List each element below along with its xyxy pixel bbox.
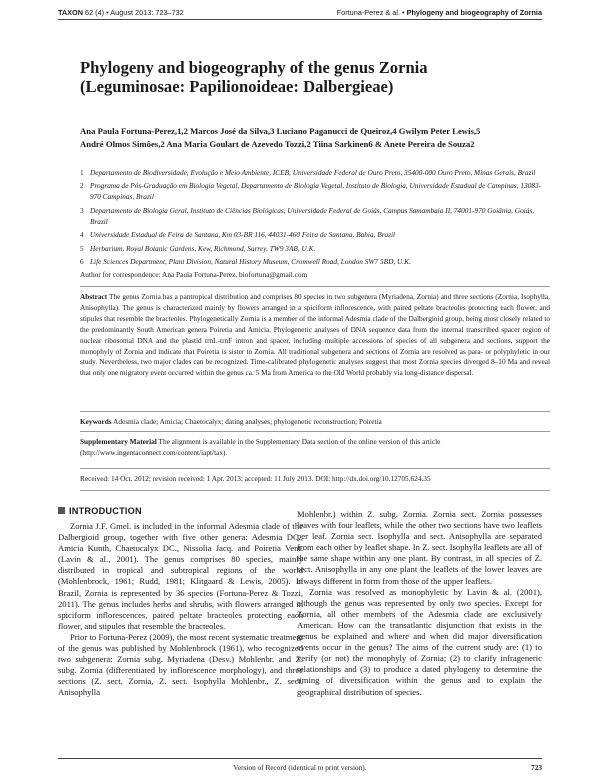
affiliation-number: 6 — [80, 256, 84, 266]
running-head-authors: Fortuna-Perez & al. — [336, 8, 400, 17]
received-rule — [80, 468, 550, 469]
running-head-title: Phylogeny and biogeography of Zornia — [406, 8, 542, 17]
left-column — [58, 521, 303, 699]
abstract — [80, 292, 550, 379]
affiliation-text: Departamento de Biodiversidade, Evolução e Meio Ambiente, ICEB, Universidade Federal de Ouro Preto, 35400-000 Ouro Preto, Minas Gerais, Brazil — [90, 168, 536, 177]
affiliation — [80, 256, 550, 267]
affiliation — [80, 205, 550, 227]
author-list — [80, 125, 550, 151]
suppl-label: Supplementary Material — [80, 437, 157, 446]
affiliation-number: 3 — [80, 205, 84, 215]
version-note: Version of Record (identical to print version). — [233, 763, 367, 772]
keywords — [80, 417, 550, 428]
supplementary-material — [80, 437, 550, 459]
square-bullet-icon — [58, 507, 65, 514]
affiliation-text: Life Sciences Department, Plant Division, Natural History Museum, Cromwell Road, London SW7 5BD, U.K. — [90, 256, 411, 266]
paragraph: Mohlenbr.) within Z. subg. Zornia. Zornia sect. Zornia possesses leaves with four leaflets, while the other two sections have two leaflets per leaf. Zornia sect. Isophylla and sect. Anisophylla are separated from each other by leaflet shape. In Z. sect. Isophylla leaflets are all of the same shape within any one plant. By contrast, in all species of Z. sect. Anisophylla in any one plant the leaflets of the lower leaves are always different in form from those of the upper leaflets. — [297, 509, 542, 586]
affiliations — [80, 167, 550, 280]
affiliation — [80, 180, 550, 202]
abstract-rule — [80, 286, 550, 287]
header-rule — [58, 19, 542, 20]
right-column — [297, 509, 542, 698]
affiliation-text: Herbarium, Royal Botanic Gardens, Kew, Richmond, Surrey, TW9 3AB, U.K. — [90, 243, 316, 253]
paragraph: Prior to Fortuna-Perez (2009), the most recent systematic treatment of the genus was published by Mohlenbrock (1961), who recognized two subgenera: Zornia subg. Myriadena (Desv.) Mohlenbr. and Z. subg. Zornia (differentiated by inflorescence morphology), and three sections (Z. sect. Zornia, Z. sect. Isophylla Mohlenbr., Z. sect. Anisophylla — [58, 631, 303, 698]
keywords-text: Adesmia clade; Amicia; Chaetocalyx; dating analyses; phylogenetic reconstruction; Poiretia — [113, 417, 382, 426]
authors-line-2: André Olmos Simões,2 Ana Maria Goulart de Azevedo Tozzi,2 Tiina Sarkinen6 & Anete Pereira de Souza2 — [80, 139, 475, 149]
running-head: Fortuna-Perez & al. • Phylogeny and biogeography of Zornia — [336, 8, 542, 17]
affiliation-text: Departamento de Biologia Geral, Instituto de Ciências Biológicas, Universidade Federal de Goiás, Campus Samambaia II, 74001-970 Goiânia, Goiás, Brazil — [90, 205, 535, 226]
affiliation-number: 4 — [80, 230, 84, 240]
title-line-2: (Leguminosae: Papilionoideae: Dalbergieae) — [80, 77, 394, 96]
correspondence: Author for correspondence: Ana Paula Fortuna-Perez, biofortuna@gmail.com — [80, 270, 308, 280]
footer-rule — [58, 758, 542, 759]
affiliation — [80, 167, 550, 178]
page-number: 723 — [531, 763, 542, 772]
paragraph: Zornia was resolved as monophyletic by Lavin & al. (2001), although the genus was represented by only two species. Except for Zornia, all other members of the Adesmia clade are exclusively American. How can the transatlantic disjunction that exists in the genus be explained and where and when did major diversification events occur in the genus? The aims of the current study are: (1) to verify (or not) the monophyly of Zornia; (2) to clarify infrageneric relationships and (3) to produce a dated phylogeny to determine the timing of diversification within the genus and to explain the geographical distribution of species. — [297, 586, 542, 697]
abstract-text: The genus Zornia has a pantropical distribution and comprises 80 species in two subgenera (Myriadena, Zornia) and three sections (Zornia, Isophylla, Anisophylla). The genus is characterized mainly by flowers arranged in a spiciform inflorescence, with paired peltate bracteoles protecting each flower, and stipules that resemble the bracteoles. Phylogenetically Zornia is a member of the informal Adesmia clade of the Dalbergioid group, being most closely related to the predominantly South American genera Poiretia and Amicia. Phylogenetic analyses of DNA sequence data from the internal transcribed spacer region of nuclear ribosomal DNA and the plastid trnL-trnF intron and spacer, including multiple accessions of species of all subgenera and sections, support the monophyly of Zornia and indicate that Poiretia is sister to Zornia. All traditional subgenera and sections of Zornia are resolved as para- or polyphyletic in our study. Nevertheless, two major clades can be recognized. Time-calibrated phylogenetic analyses suggest that most Zornia species diverged 8–10 Ma and reveal that only one migratory event occurred within the genus ca. 5 Ma from America to the Old World probably via long-distance dispersal. — [80, 292, 550, 378]
received-dates: Received: 14 Oct. 2012; revision received: 1 Apr. 2013; accepted: 11 July 2013. DOI: http://dx.doi.org/10.12705.624.35 — [80, 474, 431, 483]
section-heading-text: INTRODUCTION — [69, 506, 142, 516]
journal-issue — [58, 8, 184, 17]
abstract-label: Abstract — [80, 292, 108, 301]
paragraph: Zornia J.F. Gmel. is included in the informal Adesmia clade of the Dalbergioid group, together with five other genera: Adesmia DC., Amicia Kunth, Chaetocalyx DC., Nissolia Jacq. and Poiretia Vent. (Lavin & al., 2001). The genus comprises 80 species, mainly distributed in tropical and subtropical regions of the world (Mohlenbrock, 1961; Rudd, 1981; Klitgaard & Lewis, 2005). In Brazil, Zornia is represented by 36 species (Fortuna-Perez & Tozzi, 2011). The genus includes herbs and shrubs, with flowers arranged in spiciform inflorescences, paired peltate bracteoles protecting each flower, and stipules that resemble the bracteoles. — [58, 521, 303, 631]
affiliation-number: 5 — [80, 243, 84, 253]
suppl-text[interactable]: The alignment is available in the Supplementary Data section of the online version of this article (http://www.ingentaconnect.com/content/iapt/tax). — [80, 437, 441, 457]
affiliation — [80, 243, 550, 254]
title-line-1: Phylogeny and biogeography of the genus Zornia — [80, 58, 428, 77]
section-heading — [58, 506, 142, 516]
running-header — [58, 5, 542, 19]
suppl-rule — [80, 431, 550, 432]
affiliation — [80, 229, 550, 240]
keywords-rule — [80, 411, 550, 412]
keywords-label: Keywords — [80, 417, 112, 426]
article-title — [80, 58, 550, 96]
affiliation-text: Universidade Estadual de Feira de Santana, Km 03-BR 116, 44031-460 Feira de Santana, Bahia, Brazil — [90, 230, 396, 240]
issue-info: 62 (4) • August 2013: 723–732 — [85, 8, 184, 17]
affiliation-number: 1 — [80, 168, 84, 177]
affiliation-number: 2 — [80, 181, 84, 191]
body-rule — [80, 490, 550, 491]
affiliation-text: Programa de Pós-Graduação em Biologia Vegetal, Departamento de Biologia Vegetal, Instituto de Biologia, Universidade Estadual de Campinas, 13083-970 Campinas, Brazil — [90, 181, 542, 202]
authors-line-1: Ana Paula Fortuna-Perez,1,2 Marcos José da Silva,3 Luciano Paganucci de Queiroz,4 Gwilym Peter Lewis,5 — [80, 126, 481, 136]
journal-name: TAXON — [58, 8, 83, 17]
